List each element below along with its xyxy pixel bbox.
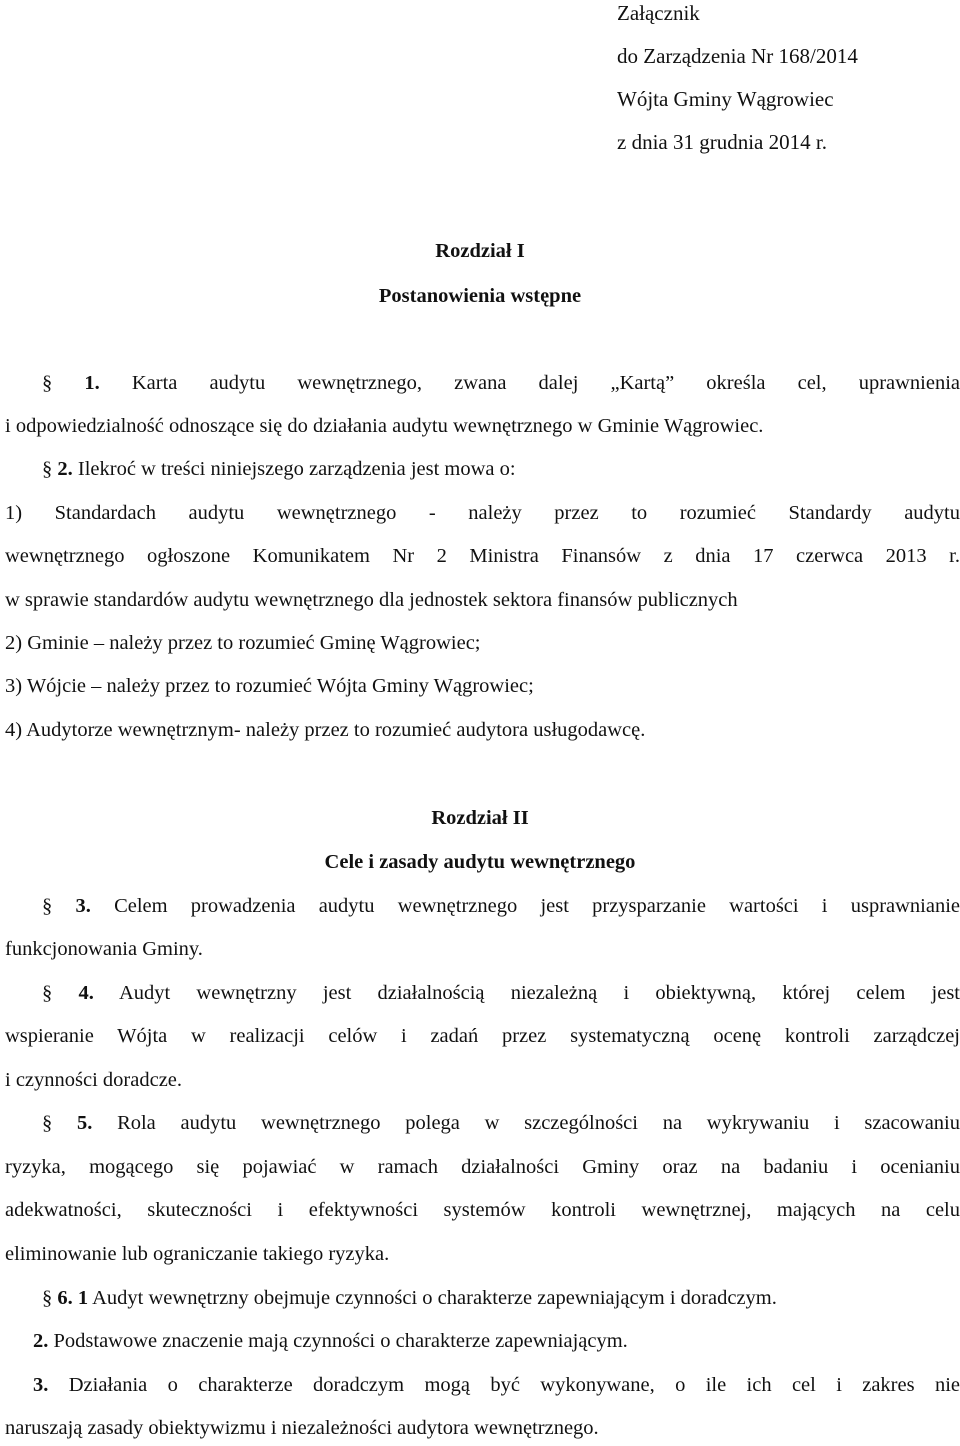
section-sign: § — [42, 1287, 53, 1309]
section-6-paragraph-1-text: Audyt wewnętrzny obejmuje czynności o charakterze zapewniającym i doradczym. — [92, 1287, 777, 1309]
section-5-line-3: adekwatności, skuteczności i efektywności systemów kontroli wewnętrznej, mających na celu — [5, 1199, 960, 1221]
section-sign: § — [42, 458, 53, 480]
section-5-line-1 — [5, 1110, 960, 1136]
section-2-item-3: 3) Wójcie – należy przez to rozumieć Wójta Gminy Wągrowiec; — [5, 675, 534, 697]
section-6-marker: 6. — [57, 1287, 73, 1309]
section-2-line-1 — [5, 456, 960, 482]
section-2-item-1-line-1: 1) Standardach audytu wewnętrznego - należy przez to rozumieć Standardy audytu — [5, 502, 960, 524]
section-6-paragraph-2-number: 2. — [33, 1330, 49, 1352]
section-sign: § — [42, 982, 53, 1004]
section-6-paragraph-2 — [5, 1328, 960, 1354]
section-2-text-1: Ilekroć w treści niniejszego zarządzenia jest mowa o: — [77, 458, 516, 480]
section-3-text-1: Celem prowadzenia audytu wewnętrznego jest przysparzanie wartości i usprawnianie — [114, 895, 960, 917]
section-1-text-1: Karta audytu wewnętrznego, zwana dalej „Kartą” określa cel, uprawnienia — [131, 372, 960, 394]
section-6-paragraph-3-line-1 — [5, 1372, 960, 1398]
section-4-line-1 — [5, 980, 960, 1006]
chapter-2-subtitle: Cele i zasady audytu wewnętrznego — [324, 851, 636, 873]
chapter-1-title: Rozdział I — [435, 240, 525, 262]
section-sign: § — [42, 372, 53, 394]
section-2-marker: 2. — [57, 458, 73, 480]
section-6-paragraph-3-text-1: Działania o charakterze doradczym mogą być wykonywane, o ile ich cel i zakres nie — [68, 1374, 960, 1396]
section-6-paragraph-1-number: 1 — [77, 1287, 89, 1309]
chapter-2-title: Rozdział II — [431, 807, 529, 829]
section-1-line-1 — [5, 370, 960, 396]
section-2-item-1-line-2: wewnętrznego ogłoszone Komunikatem Nr 2 Ministra Finansów z dnia 17 czerwca 2013 r. — [5, 545, 960, 567]
section-4-text-1: Audyt wewnętrzny jest działalnością niezależną i obiektywną, której celem jest — [118, 982, 960, 1004]
attachment-label: Załącznik — [617, 1, 700, 25]
section-6-paragraph-3-line-2: naruszają zasady obiektywizmu i niezależności audytora wewnętrznego. — [5, 1417, 599, 1439]
section-3-line-1 — [5, 893, 960, 919]
section-4-line-2: wspieranie Wójta w realizacji celów i zadań przez systematyczną ocenę kontroli zarządczej — [5, 1025, 960, 1047]
section-6-paragraph-1 — [5, 1285, 960, 1311]
section-4-line-3: i czynności doradcze. — [5, 1069, 183, 1091]
section-5-line-4: eliminowanie lub ograniczanie takiego ryzyka. — [5, 1243, 390, 1265]
section-6-paragraph-2-text: Podstawowe znaczenie mają czynności o charakterze zapewniającym. — [53, 1330, 628, 1352]
section-5-line-2: ryzyka, mogącego się pojawiać w ramach działalności Gminy oraz na badaniu i ocenianiu — [5, 1156, 960, 1178]
section-1-marker: 1. — [84, 372, 100, 394]
section-1-line-2: i odpowiedzialność odnoszące się do działania audytu wewnętrznego w Gminie Wągrowiec. — [5, 415, 764, 437]
ordinance-reference: do Zarządzenia Nr 168/2014 — [617, 44, 858, 68]
section-sign: § — [42, 1112, 53, 1134]
ordinance-date: z dnia 31 grudnia 2014 r. — [617, 130, 827, 154]
section-sign: § — [42, 895, 53, 917]
issuer-name: Wójta Gminy Wągrowiec — [617, 87, 834, 111]
section-2-item-1-line-3: w sprawie standardów audytu wewnętrznego dla jednostek sektora finansów publicznych — [5, 589, 738, 611]
section-3-marker: 3. — [75, 895, 91, 917]
section-5-text-1: Rola audytu wewnętrznego polega w szczególności na wykrywaniu i szacowaniu — [117, 1112, 960, 1134]
section-2-item-2: 2) Gminie – należy przez to rozumieć Gminę Wągrowiec; — [5, 632, 481, 654]
section-2-item-4: 4) Audytorze wewnętrznym- należy przez to rozumieć audytora usługodawcę. — [5, 719, 646, 741]
section-3-line-2: funkcjonowania Gminy. — [5, 938, 203, 960]
chapter-1-subtitle: Postanowienia wstępne — [378, 285, 582, 307]
section-6-paragraph-3-number: 3. — [33, 1374, 49, 1396]
section-4-marker: 4. — [78, 982, 94, 1004]
section-5-marker: 5. — [76, 1112, 93, 1134]
